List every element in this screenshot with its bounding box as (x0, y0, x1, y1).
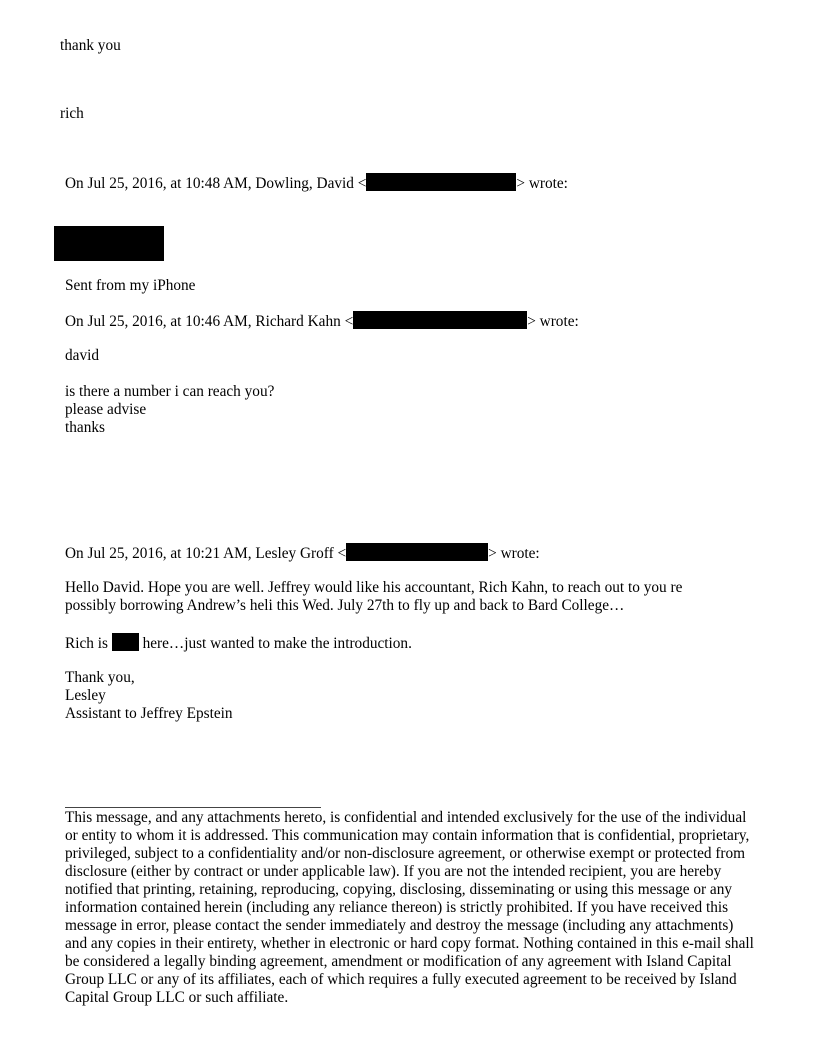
kahn-header-prefix: On Jul 25, 2016, at 10:46 AM, Richard Kahn < (65, 313, 354, 330)
kahn-line-1: is there a number i can reach you? (65, 383, 275, 400)
kahn-line-3: thanks (65, 419, 105, 436)
groff-closing: Thank you, (65, 669, 135, 686)
redacted-email (353, 311, 527, 329)
redacted-email (366, 173, 516, 191)
groff-intro-suffix: here…just wanted to make the introduction. (142, 635, 412, 652)
redacted-email (346, 543, 488, 561)
groff-intro-line (65, 633, 412, 653)
signature-divider (65, 807, 321, 808)
groff-header-prefix: On Jul 25, 2016, at 10:21 AM, Lesley Groff < (65, 545, 347, 562)
kahn-quote-header (65, 311, 579, 331)
kahn-header-suffix: > wrote: (527, 313, 579, 330)
kahn-line-2: please advise (65, 401, 147, 418)
groff-intro-prefix: Rich is (65, 635, 108, 652)
dowling-header-suffix: > wrote: (516, 175, 568, 192)
groff-body-line-1: Hello David. Hope you are well. Jeffrey would like his accountant, Rich Kahn, to reach out to you re (65, 579, 683, 596)
redacted-word (112, 633, 139, 651)
redacted-block (54, 226, 164, 261)
dowling-header-prefix: On Jul 25, 2016, at 10:48 AM, Dowling, David < (65, 175, 367, 192)
groff-name: Lesley (65, 687, 106, 704)
groff-quote-header (65, 543, 540, 563)
reply-thanks: thank you (60, 37, 121, 54)
groff-body-line-2: possibly borrowing Andrew’s heli this Wed. July 27th to fly up and back to Bard College… (65, 597, 625, 614)
groff-title: Assistant to Jeffrey Epstein (65, 705, 233, 722)
kahn-greeting: david (65, 347, 99, 364)
groff-header-suffix: > wrote: (488, 545, 540, 562)
dowling-signature: Sent from my iPhone (65, 277, 196, 294)
legal-disclaimer: This message, and any attachments hereto, is confidential and intended exclusively for the use of the individual or entity to whom it is addressed. This communication may contain information that is confidential, proprietary, privileged, subject to a confidentiality and/or non-disclosure agreement, or otherwise exempt or protected from disclosure (either by contract or under applicable law). If you are not the intended recipient, you are hereby notified that printing, retaining, reproducing, copying, disclosing, disseminating or using this message or any information contained herein (including any reliance thereon) is strictly prohibited. If you have received this message in error, please contact the sender immediately and destroy the message (including any attachments) and any copies in their entirety, whether in electronic or hard copy format. Nothing contained in this e-mail shall be considered a legally binding agreement, amendment or modification of any agreement with Island Capital Group LLC or any of its affiliates, each of which requires a fully executed agreement to be received by Island Capital Group LLC or such affiliate. (65, 809, 754, 1006)
dowling-quote-header (65, 173, 568, 193)
reply-signoff: rich (60, 105, 84, 122)
